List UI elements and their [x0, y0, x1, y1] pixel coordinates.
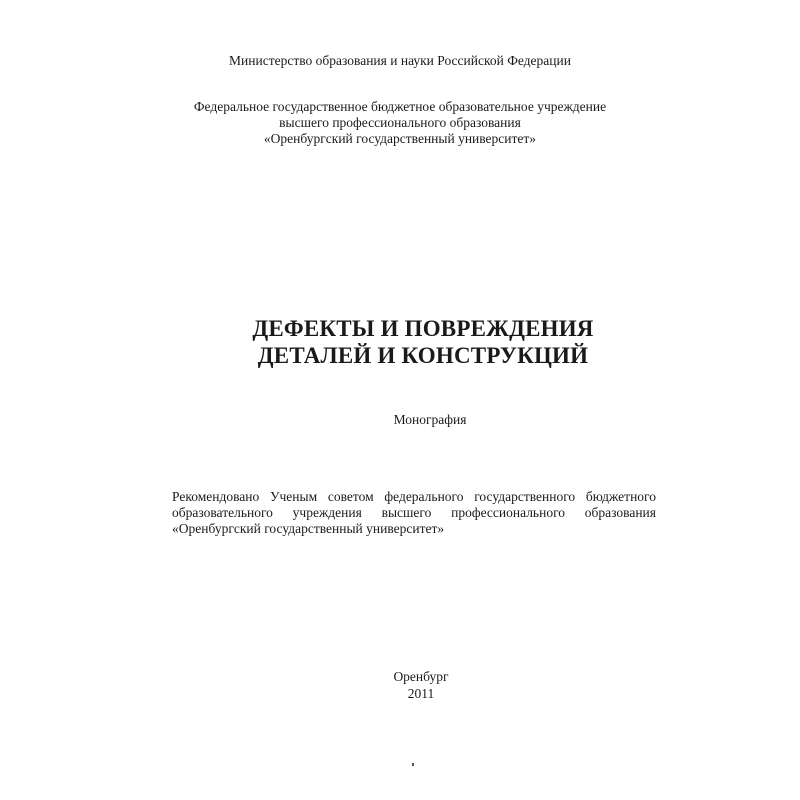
- institution-line-3: «Оренбургский государственный университет»: [263, 131, 537, 146]
- institution-line-1: Федеральное государственное бюджетное образовательное учреждение: [193, 99, 607, 114]
- recommendation-line-2: образовательного учреждения высшего профессионального образования: [172, 505, 656, 520]
- recommendation-line-1: Рекомендовано Ученым советом федерального государственного бюджетного: [172, 489, 656, 504]
- document-title-line-1: ДЕФЕКТЫ И ПОВРЕЖДЕНИЯ: [252, 316, 594, 341]
- document-title-line-2: ДЕТАЛЕЙ И КОНСТРУКЦИЙ: [257, 343, 589, 368]
- institution-line-2: высшего профессионального образования: [279, 115, 521, 130]
- publication-city: Оренбург: [393, 669, 449, 684]
- document-genre: Монография: [393, 412, 467, 427]
- page-mark: [412, 763, 414, 766]
- ministry-name: Министерство образования и науки Российской Федерации: [229, 53, 571, 68]
- recommendation-line-3: «Оренбургский государственный университет»: [172, 521, 445, 536]
- publication-year: 2011: [407, 686, 435, 701]
